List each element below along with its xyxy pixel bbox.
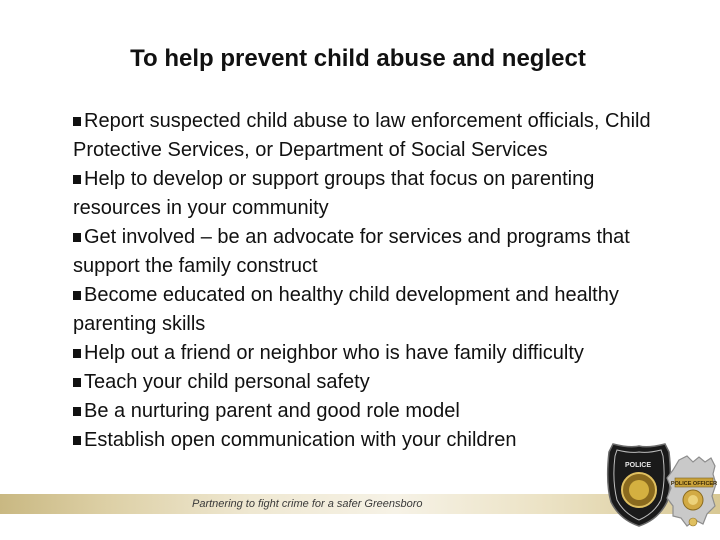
svg-text:POLICE: POLICE bbox=[624, 462, 652, 469]
bullet-item bbox=[73, 426, 673, 455]
bullet-text: Help to develop or support groups that focus on parenting resources in your community bbox=[73, 168, 595, 219]
police-badge-right-icon bbox=[667, 456, 717, 526]
bullet-item bbox=[73, 368, 673, 397]
bullet-item bbox=[73, 223, 673, 281]
square-bullet-icon bbox=[73, 175, 81, 184]
bullet-item bbox=[73, 339, 673, 368]
square-bullet-icon bbox=[73, 117, 81, 126]
bullet-text: Get involved – be an advocate for services and programs that support the family construct bbox=[73, 226, 630, 277]
bullet-text: Establish open communication with your children bbox=[84, 429, 517, 451]
square-bullet-icon bbox=[73, 407, 81, 416]
bullet-text: Report suspected child abuse to law enforcement officials, Child Protective Services, or Department of Social Services bbox=[73, 110, 651, 161]
bullet-item bbox=[73, 165, 673, 223]
bullet-text: Help out a friend or neighbor who is have family difficulty bbox=[84, 342, 584, 364]
square-bullet-icon bbox=[73, 349, 81, 358]
slide-title: To help prevent child abuse and neglect bbox=[130, 45, 586, 72]
bullet-item bbox=[73, 107, 673, 165]
bullet-item bbox=[73, 397, 673, 426]
bullet-text: Be a nurturing parent and good role model bbox=[84, 400, 460, 422]
bullet-text: Teach your child personal safety bbox=[84, 371, 370, 393]
police-badge-left-icon bbox=[608, 444, 671, 526]
square-bullet-icon bbox=[73, 291, 81, 300]
footer-tagline: Partnering to fight crime for a safer Greensboro bbox=[192, 498, 423, 510]
square-bullet-icon bbox=[73, 233, 81, 242]
square-bullet-icon bbox=[73, 378, 81, 387]
bullet-text: Become educated on healthy child development and healthy parenting skills bbox=[73, 284, 619, 335]
bullet-list bbox=[73, 107, 673, 455]
police-badges-logo bbox=[603, 440, 718, 540]
square-bullet-icon bbox=[73, 436, 81, 445]
bullet-item bbox=[73, 281, 673, 339]
svg-text:POLICE OFFICER: POLICE OFFICER bbox=[670, 481, 718, 487]
